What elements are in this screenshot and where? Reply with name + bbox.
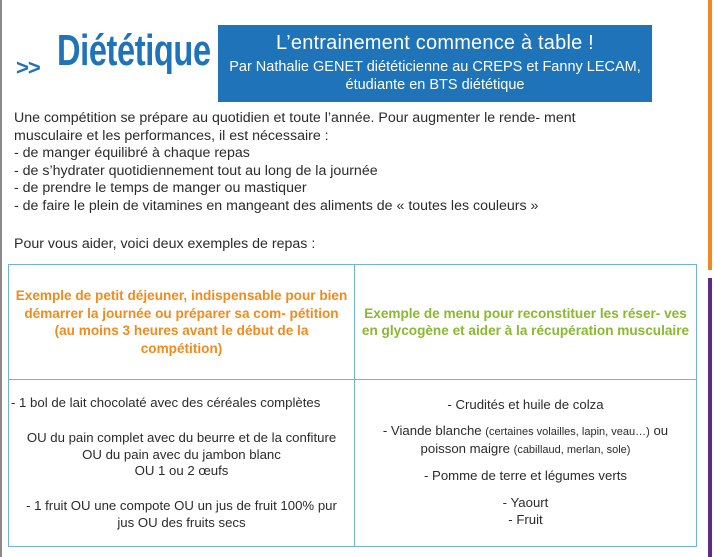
breakfast-item (9, 498, 354, 531)
menu-item-text: ou (653, 423, 669, 438)
menu-item-line (355, 441, 696, 459)
menu-item-detail: (certaines volailles, lapin, veau…) (485, 426, 650, 438)
intro-paragraph: Une compétition se prépare au quotidien et toute l’année. Pour augmenter le rende- ment musculaire et les performances, il est nécessaire : (14, 110, 576, 144)
breakfast-item: - 1 bol de lait chocolaté avec des céréales complètes (11, 395, 321, 410)
intro-block (14, 110, 634, 216)
intro-bullet: - de faire le plein de vitamines en mangeant des aliments de « toutes les couleurs » (14, 197, 539, 214)
menu-item-detail: (cabillaud, merlan, sole) (513, 443, 631, 456)
breakfast-item-line: jus OU des fruits secs (117, 514, 246, 530)
breakfast-item-line: OU 1 ou 2 œufs (134, 463, 229, 478)
menu-item: - Fruit (508, 512, 543, 527)
menu-item: - Pomme de terre et légumes verts (423, 468, 627, 483)
breakfast-item-line: OU du pain complet avec du beurre et de la confiture (26, 430, 337, 445)
meals-table (8, 264, 697, 547)
intro-bullet: - de manger équilibré à chaque repas (14, 145, 250, 162)
breakfast-item-line: OU du pain avec du jambon blanc (82, 446, 281, 462)
menu-item-text: - Viande blanche (382, 423, 482, 438)
article-header-box (218, 25, 652, 102)
menu-item: - Yaourt (502, 495, 549, 510)
section-arrows: >> (16, 55, 40, 80)
page-left-edge (0, 0, 2, 557)
help-line: Pour vous aider, voici deux exemples de repas : (14, 236, 316, 252)
breakfast-item (9, 430, 354, 480)
page-right-accent-purple (708, 278, 712, 557)
article-title: L’entrainement commence à table ! (276, 32, 594, 54)
table-row-divider (9, 379, 696, 380)
article-byline-line-2: étudiante en BTS diététique (345, 77, 525, 93)
page-right-accent-orange (708, 0, 712, 270)
intro-bullet: - de s’hydrater quotidiennement tout au long de la journée (14, 162, 378, 179)
menu-header-text: Exemple de menu pour reconstituer les réser- ves en glycogène et aider à la récupération musculaire (361, 305, 690, 338)
breakfast-item-line: - 1 fruit OU une compote OU un jus de fruit 100% pur (26, 498, 337, 513)
menu-item (355, 423, 696, 458)
menu-header (355, 265, 696, 379)
breakfast-header (9, 265, 354, 379)
article-byline-line-1: Par Nathalie GENET diététicienne au CREPS et Fanny LECAM, (229, 59, 641, 75)
menu-item-text: poisson maigre (420, 440, 510, 456)
menu-item: - Crudités et huile de colza (447, 397, 604, 412)
menu-item-line (355, 423, 696, 441)
intro-bullet: - de prendre le temps de manger ou mastiquer (14, 180, 307, 197)
section-title: Diététique (57, 26, 211, 75)
breakfast-header-text: Exemple de petit déjeuner, indispensable pour bien démarrer la journée ou préparer sa com- pétition (au moins 3 heures avant le début de la compétition) (15, 288, 348, 356)
